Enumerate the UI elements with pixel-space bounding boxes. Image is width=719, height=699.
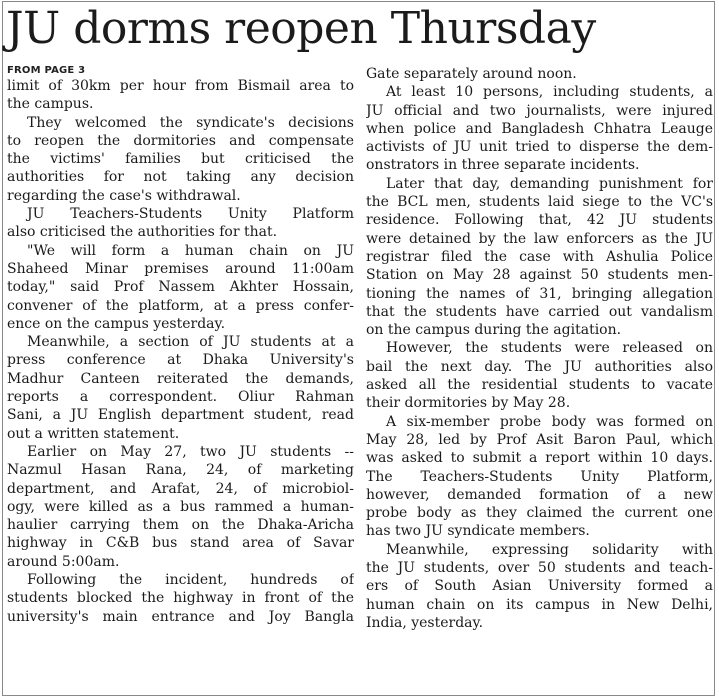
text-line: Meanwhile, expressing solidarity with [386, 541, 713, 558]
text-line: Later that day, demanding punishment for [386, 175, 713, 192]
text-line: Following the incident, hundreds of [27, 572, 354, 589]
text-line: ence on the campus yesterday. [7, 315, 226, 332]
text-line: press conference at Dhaka University's [7, 352, 354, 369]
text-line: the victims' families but criticised the [7, 151, 354, 168]
headline: JU dorms reopen Thursday [6, 3, 596, 54]
text-line: onstrators in three separate incidents. [366, 157, 640, 174]
text-line: the BCL men, students laid siege to the VC's [366, 194, 713, 211]
text-line: bail the next day. The JU authorities also [366, 358, 713, 375]
text-line: when police and Bangladesh Chhatra Leauge [366, 120, 713, 137]
text-line: on the campus during the agitation. [366, 322, 622, 339]
text-line: highway in C&B bus stand area of Savar [7, 535, 354, 552]
text-line: reports a correspondent. Oliur Rahman [7, 389, 354, 406]
text-line: their dormitories by May 28. [366, 395, 571, 412]
text-line: JU official and two journalists, were injured [366, 102, 713, 119]
text-line: tioning the names of 31, bringing allegation [366, 285, 713, 302]
kicker: FROM PAGE 3 [7, 65, 86, 76]
text-line: At least 10 persons, including students, a [386, 84, 713, 101]
text-line: "We will form a human chain on JU [27, 242, 354, 259]
text-line: Station on May 28 against 50 students men- [366, 267, 713, 284]
text-line: India, yesterday. [366, 614, 484, 631]
text-line: human chain on its campus in New Delhi, [366, 596, 713, 613]
text-line: haulier carrying them on the Dhaka-Aricha [7, 517, 354, 534]
text-line: were detained by the law enforcers as the JU [366, 230, 713, 247]
text-line: today," said Prof Nassem Akhter Hossain, [7, 279, 354, 296]
text-line: ers of South Asian University formed a [366, 578, 713, 595]
right-column [366, 64, 713, 632]
text-line: However, the students were released on [386, 340, 713, 357]
text-line: has two JU syndicate members. [366, 523, 590, 540]
text-line: May 28, led by Prof Asit Baron Paul, which [366, 431, 713, 448]
text-line: students blocked the highway in front of the [7, 590, 354, 607]
text-line: also criticised the authorities for that. [7, 224, 278, 241]
text-line: the campus. [7, 96, 94, 113]
text-line: activists of JU unit tried to disperse the dem- [366, 139, 713, 156]
text-line: however, demanded formation of a new [366, 486, 713, 503]
text-line: the JU students, over 50 students and teach- [366, 560, 713, 577]
text-line: Shaheed Minar premises around 11:00am [7, 260, 354, 277]
text-line: convener of the platform, at a press confer- [7, 297, 354, 314]
text-line: A six-member probe body was formed on [386, 413, 713, 430]
text-line: was asked to submit a report within 10 days. [366, 450, 713, 467]
text-line: department, and Arafat, 24, of microbiol- [7, 480, 354, 497]
left-column [7, 64, 354, 626]
text-line: to reopen the dormitories and compensate [7, 132, 354, 149]
text-line: out a written statement. [7, 425, 180, 442]
text-line: Nazmul Hasan Rana, 24, of marketing [7, 462, 354, 479]
text-line: They welcomed the syndicate's decisions [27, 114, 354, 131]
text-line: Madhur Canteen reiterated the demands, [7, 370, 354, 387]
text-line: regarding the case's withdrawal. [7, 187, 241, 204]
text-line: university's main entrance and Joy Bangla [7, 608, 354, 625]
text-line: asked all the residential students to vacate [366, 377, 713, 394]
text-line: JU Teachers-Students Unity Platform [27, 206, 354, 223]
text-line: around 5:00am. [7, 553, 120, 570]
text-line: registrar filed the case with Ashulia Police [366, 248, 713, 265]
text-line: that the students have carried out vandalism [366, 303, 713, 320]
text-line: Earlier on May 27, two JU students -- [27, 443, 354, 460]
text-line: residence. Following that, 42 JU students [366, 212, 713, 229]
text-line: limit of 30km per hour from Bismail area to [7, 78, 354, 94]
text-line: ogy, were killed as a bus rammed a human- [7, 498, 354, 515]
text-line: The Teachers-Students Unity Platform, [366, 468, 713, 485]
text-line: Meanwhile, a section of JU students at a [27, 334, 354, 351]
text-line: probe body as they claimed the current one [366, 505, 713, 522]
text-line: Gate separately around noon. [366, 66, 577, 82]
text-line: authorities for not taking any decision [7, 169, 354, 186]
text-line: Sani, a JU English department student, read [7, 407, 354, 424]
